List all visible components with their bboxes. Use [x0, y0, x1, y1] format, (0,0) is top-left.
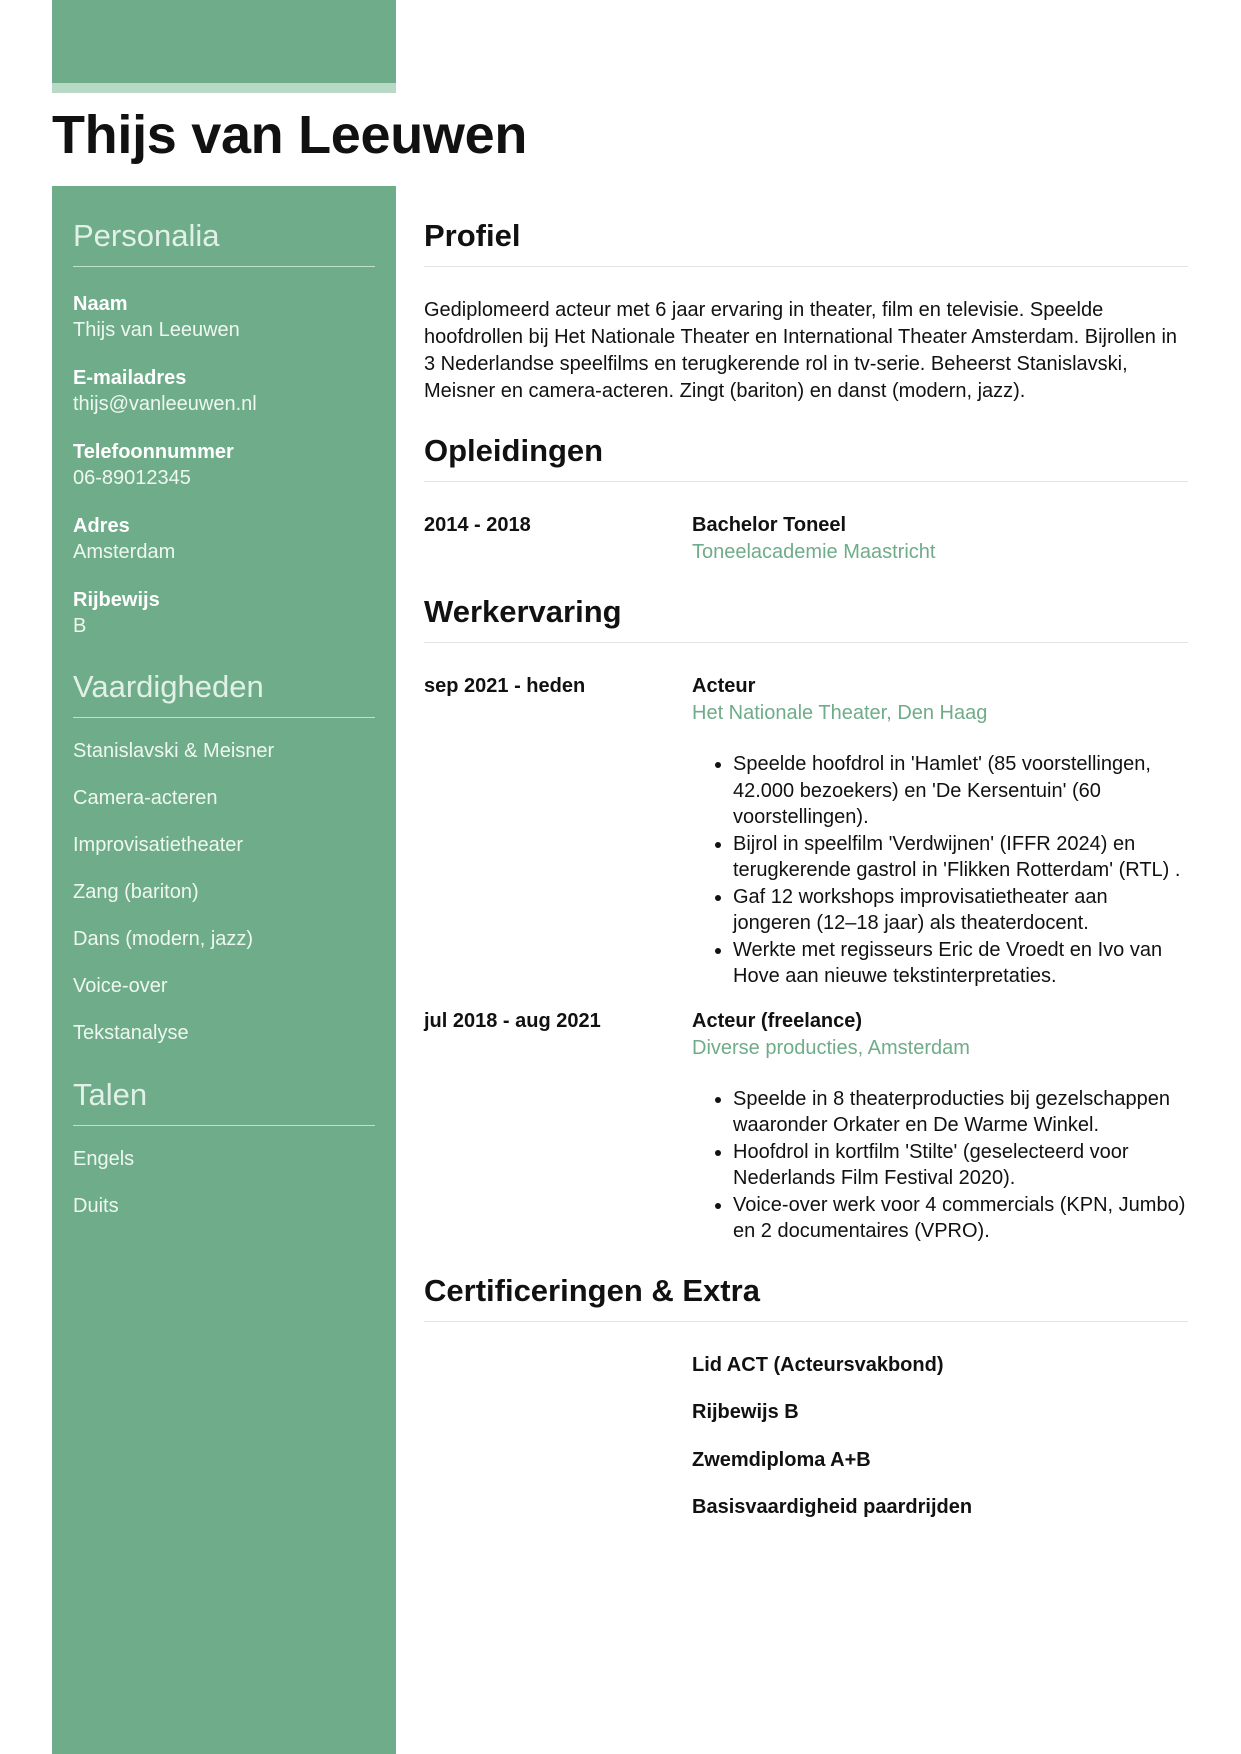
education-section	[424, 433, 1188, 566]
profile-heading: Profiel	[424, 218, 1188, 267]
entry-date: jul 2018 - aug 2021	[424, 1009, 601, 1032]
entry-body	[692, 1008, 1188, 1245]
field-value: Amsterdam	[73, 541, 176, 563]
language-item: Engels	[73, 1148, 135, 1170]
entry-date: 2014 - 2018	[424, 514, 531, 536]
personalia-phone	[73, 439, 375, 491]
bullet-item: • Voice-over werk voor 4 commercials (KPN, Jumbo) en 2 documentaires (VPRO).	[733, 1192, 1188, 1245]
certification-item: Rijbewijs B	[692, 1401, 799, 1423]
skill-item: Stanislavski & Meisner	[73, 740, 275, 762]
experience-section	[424, 594, 1188, 1245]
entry-body	[692, 673, 1188, 990]
experience-heading: Werkervaring	[424, 594, 1188, 643]
personalia-heading: Personalia	[73, 218, 375, 267]
main-content	[424, 186, 1188, 1542]
skills-list	[73, 738, 375, 1047]
certification-item: Zwemdiploma A+B	[692, 1448, 871, 1471]
skill-item: Tekstanalyse	[73, 1022, 189, 1044]
certifications-heading: Certificeringen & Extra	[424, 1273, 1188, 1322]
entry-body	[692, 512, 1188, 566]
certification-item: Lid ACT (Acteursvakbond)	[692, 1353, 944, 1376]
profile-section	[424, 218, 1188, 405]
entry-bullets	[692, 1086, 1188, 1245]
entry-title: Bachelor Toneel	[692, 514, 847, 536]
certifications-list	[692, 1352, 1188, 1522]
experience-entry	[424, 1008, 1188, 1245]
sidebar	[52, 186, 396, 1754]
bullet-item: • Speelde hoofdrol in 'Hamlet' (85 voorstellingen, 42.000 bezoekers) en 'De Kersentuin' (60 voorstellingen).	[733, 751, 1188, 831]
field-label: E-mailadres	[73, 367, 187, 389]
languages-list	[73, 1146, 375, 1220]
field-label: Naam	[73, 293, 128, 315]
field-value: 06-89012345	[73, 467, 191, 489]
language-item: Duits	[73, 1195, 119, 1217]
candidate-name: Thijs van Leeuwen	[52, 105, 528, 165]
profile-text: Gediplomeerd acteur met 6 jaar ervaring in theater, film en televisie. Speelde hoofdrollen bij Het Nationale Theater en International Theater Amsterdam. Bijrollen in 3 Nederlandse speelfilms en terugkerende rol in tv-serie. Beheerst Stanislavski, Meisner en camera-acteren. Zingt (bariton) en danst (modern, jazz).	[424, 299, 1178, 402]
entry-org: Diverse producties, Amsterdam	[692, 1036, 970, 1059]
field-value: thijs@vanleeuwen.nl	[73, 393, 257, 415]
bullet-item: • Bijrol in speelfilm 'Verdwijnen' (IFFR 2024) en terugkerende gastrol in 'Flikken Rotterdam' (RTL) .	[733, 831, 1188, 884]
entry-org: Het Nationale Theater, Den Haag	[692, 702, 988, 724]
entry-org: Toneelacademie Maastricht	[692, 541, 936, 563]
languages-heading: Talen	[73, 1077, 375, 1126]
certifications-section	[424, 1273, 1188, 1522]
personalia-license	[73, 587, 375, 639]
experience-entry	[424, 673, 1188, 990]
bullet-item: • Hoofdrol in kortfilm 'Stilte' (geselecteerd voor Nederlands Film Festival 2020).	[733, 1139, 1188, 1192]
skill-item: Zang (bariton)	[73, 881, 199, 903]
skills-heading: Vaardigheden	[73, 669, 375, 718]
skill-item: Dans (modern, jazz)	[73, 928, 254, 950]
field-value: B	[73, 615, 87, 637]
bullet-item: • Speelde in 8 theaterproducties bij gezelschappen waaronder Orkater en De Warme Winkel.	[733, 1086, 1188, 1139]
bullet-item: • Gaf 12 workshops improvisatietheater aan jongeren (12–18 jaar) als theaterdocent.	[733, 884, 1188, 937]
entry-title: Acteur	[692, 675, 756, 697]
field-value: Thijs van Leeuwen	[73, 319, 240, 341]
skill-item: Voice-over	[73, 975, 168, 997]
field-label: Telefoonnummer	[73, 441, 234, 463]
education-entry	[424, 512, 1188, 566]
field-label: Adres	[73, 515, 130, 537]
entry-bullets	[692, 751, 1188, 990]
personalia-address	[73, 513, 375, 565]
entry-title: Acteur (freelance)	[692, 1009, 863, 1032]
entry-date: sep 2021 - heden	[424, 675, 586, 697]
header-accent-stripe	[52, 83, 396, 93]
personalia-email	[73, 365, 375, 417]
skill-item: Camera-acteren	[73, 787, 218, 809]
header-color-block	[52, 0, 396, 83]
certification-item: Basisvaardigheid paardrijden	[692, 1496, 973, 1518]
field-label: Rijbewijs	[73, 589, 160, 611]
skill-item: Improvisatietheater	[73, 834, 244, 856]
education-heading: Opleidingen	[424, 433, 1188, 482]
personalia-name	[73, 291, 375, 343]
bullet-item: • Werkte met regisseurs Eric de Vroedt en Ivo van Hove aan nieuwe tekstinterpretaties.	[733, 937, 1188, 990]
